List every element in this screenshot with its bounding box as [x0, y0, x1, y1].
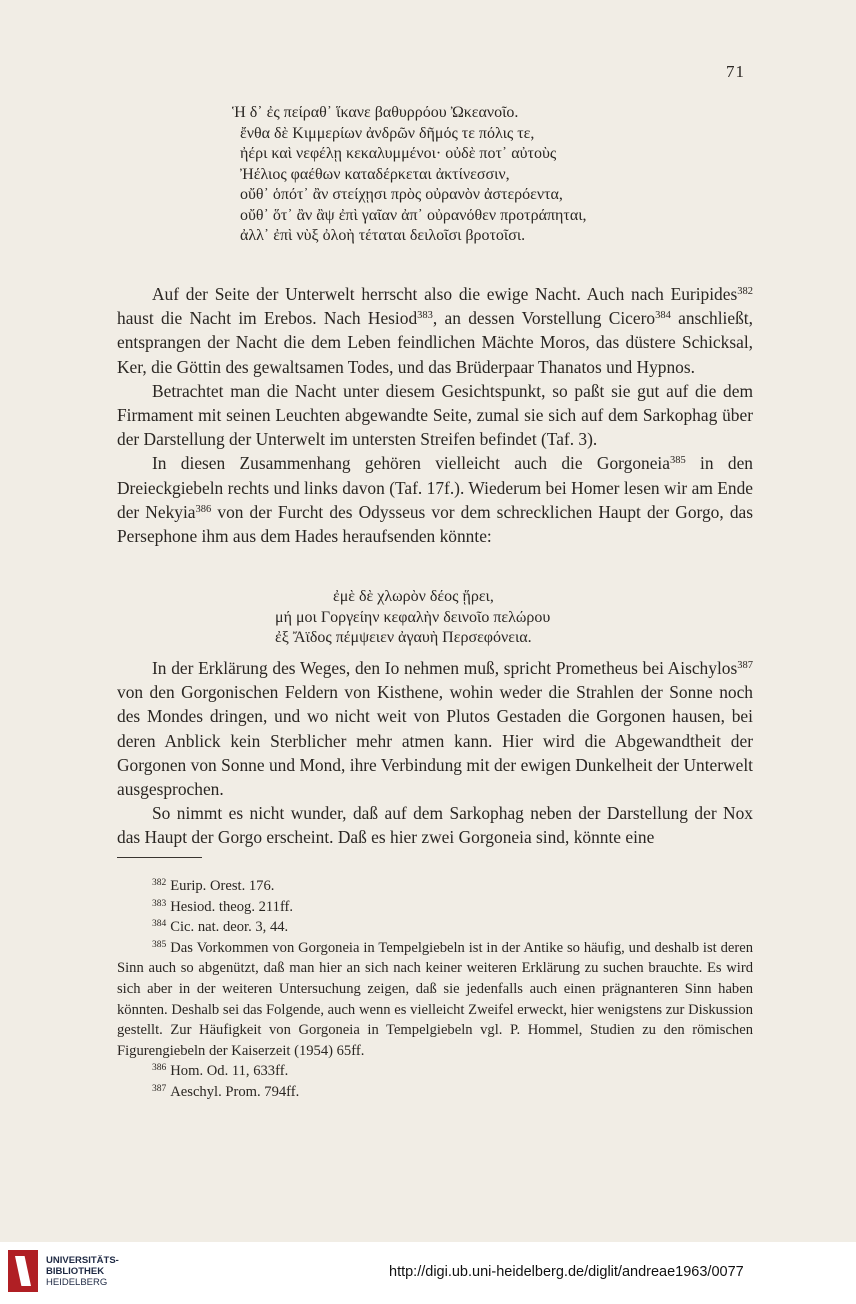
footnote — [117, 1082, 753, 1103]
paragraph — [117, 656, 753, 801]
verse-line: μή μοι Γοργείην κεφαλὴν δεινοῖο πελώρου — [275, 608, 551, 626]
verse-block-odyssey — [232, 103, 792, 247]
footnote — [117, 917, 753, 938]
footnote-text: Das Vorkommen von Gorgoneia in Tempelgiebeln ist in der Antike so häufig, und deshalb ist deren Sinn auch so abgenützt, daß man hier an sich nach keiner weiteren Erklärung zu suchen brauchte. Es wird sich aber in der weiteren Untersuchung zeigen, daß sie jedenfalls auch einen prägnanteren Sinn haben könnten. Deshalb sei das Folgende, auch wenn es vielleicht Zweifel erweckt, hier wenigstens zur Diskussion gestellt. Zur Häufigkeit von Gorgoneia in Tempelgiebeln vgl. P. Hommel, Studien zu den römischen Figurengiebeln der Kaiserzeit (1954) 65ff. — [117, 939, 753, 1059]
verse-line: ἐμὲ δὲ χλωρὸν δέος ᾕρει, — [333, 588, 494, 605]
verse-line: ἠέρι καὶ νεφέλῃ κεκαλυμμένοι· οὐδὲ ποτ᾽ αὐτοὺς — [240, 145, 557, 162]
text-run: in den Dreieckgiebeln rechts und links davon (Taf. 17f.). Wiederum bei Homer lesen wir am Ende der Nekyia — [117, 453, 753, 522]
text-run: von den Gorgonischen Feldern von Kisthene, wohin weder die Strahlen der Sonne noch des Mondes dringen, und wo nicht weit von Plutos Gestaden die Gorgonen hausen, bei deren Anblick kein Sterblicher mehr atmen kann. Hier wird die Abgewandtheit der Gorgonen von Sonne und Mond, ihre Verbindung mit der ewigen Dunkelheit der Unterwelt ausgesprochen. — [117, 682, 753, 800]
footnote — [117, 897, 753, 918]
verse-line: ἔνθα δὲ Κιμμερίων ἀνδρῶν δῆμός τε πόλις τε, — [240, 124, 535, 142]
verse-line: ἀλλ᾽ ἐπὶ νὺξ ὀλοὴ τέταται δειλοῖσι βροτοῖσι. — [240, 227, 526, 244]
footnote-text: Hesiod. theog. 211ff. — [170, 898, 294, 915]
footnote — [117, 876, 753, 897]
footnote-ref[interactable]: 383 — [417, 310, 433, 322]
footnote-ref[interactable]: 386 — [195, 503, 212, 515]
footnote-ref[interactable]: 384 — [655, 310, 671, 322]
footnote-number: 386 — [152, 1063, 167, 1074]
verse-line: ἐξ Ἄϊδος πέμψειεν ἀγαυὴ Περσεφόνεια. — [275, 629, 532, 646]
library-name — [46, 1255, 119, 1288]
footnote-divider — [117, 857, 202, 858]
library-name-line: HEIDELBERG — [46, 1277, 108, 1288]
paragraph: Betrachtet man die Nacht unter diesem Gesichtspunkt, so paßt sie gut auf die dem Firmament mit seinen Leuchten abgewandte Seite, zumal sie sich auf dem Sarkophag über der Darstellung der Unterwelt im untersten Streifen befindet (Taf. 3). — [117, 380, 753, 450]
text-run: anschließt, entsprangen der Nacht die dem Leben feindlichen Mächte Moros, das düstere Schicksal, Ker, die Göttin des gewaltsamen Todes, und das Brüderpaar Thanatos und Hypnos. — [117, 308, 753, 377]
text-run: von der Furcht des Odysseus vor dem schrecklichen Haupt der Gorgo, das Persephone ihm aus dem Hades heraufsenden könnte: — [117, 501, 754, 547]
footnote-text: Eurip. Orest. 176. — [170, 878, 275, 894]
body-text-upper — [117, 282, 753, 548]
footnote-number: 383 — [152, 898, 167, 909]
university-library-logo-icon — [8, 1250, 38, 1292]
footnote-number: 382 — [152, 878, 167, 888]
verse-line: οὔθ᾽ ὁπότ᾽ ἂν στείχῃσι πρὸς οὐρανὸν ἀστερόεντα, — [240, 186, 563, 203]
paragraph — [117, 282, 753, 379]
text-run: In der Erklärung des Weges, den Io nehmen muß, spricht Prometheus bei Aischylos — [152, 658, 738, 678]
footnote-ref[interactable]: 382 — [737, 286, 753, 297]
verse-line: Ἡ δ᾽ ἐς πείραθ᾽ ἵκανε βαθυρρόου Ὠκεανοῖο. — [232, 104, 519, 121]
footnotes — [117, 876, 753, 1103]
text-run: In diesen Zusammenhang gehören vielleicht auch die Gorgoneia — [152, 453, 670, 474]
footnote-ref[interactable]: 387 — [737, 660, 753, 671]
footnote — [117, 938, 753, 1062]
footnote-text: Hom. Od. 11, 633ff. — [170, 1063, 289, 1080]
footnote-number: 384 — [152, 919, 167, 930]
text-run: , an dessen Vorstellung Cicero — [432, 308, 656, 329]
footnote-number: 385 — [152, 939, 167, 950]
footnote-number: 387 — [152, 1083, 167, 1094]
library-name-line: UNIVERSITÄTS- — [46, 1255, 119, 1266]
paragraph: So nimmt es nicht wunder, daß auf dem Sarkophag neben der Darstellung der Nox das Haupt der Gorgo erscheint. Daß es hier zwei Gorgoneia sind, könnte eine — [117, 803, 753, 848]
body-text-lower — [117, 656, 753, 850]
text-run: haust die Nacht im Erebos. Nach Hesiod — [117, 308, 418, 329]
footnote-text: Aeschyl. Prom. 794ff. — [170, 1083, 300, 1100]
footer-bar — [0, 1242, 856, 1304]
source-url[interactable]: http://digi.ub.uni-heidelberg.de/diglit/andreae1963/0077 — [389, 1264, 744, 1280]
verse-block-nekyia — [275, 587, 835, 649]
footnote-ref[interactable]: 385 — [670, 455, 686, 467]
verse-line: Ἠέλιος φαέθων καταδέρκεται ἀκτίνεσσιν, — [240, 165, 510, 183]
text-run: Auf der Seite der Unterwelt herrscht also die ewige Nacht. Auch nach Euripides — [152, 284, 738, 304]
footnote — [117, 1061, 753, 1082]
page-number: 71 — [726, 62, 745, 81]
footnote-text: Cic. nat. deor. 3, 44. — [170, 919, 289, 936]
library-name-line: BIBLIOTHEK — [46, 1266, 105, 1277]
verse-line: οὔθ᾽ ὅτ᾽ ἂν ἂψ ἐπὶ γαῖαν ἀπ᾽ οὐρανόθεν προτράπηται, — [240, 206, 587, 224]
paragraph — [117, 451, 753, 548]
